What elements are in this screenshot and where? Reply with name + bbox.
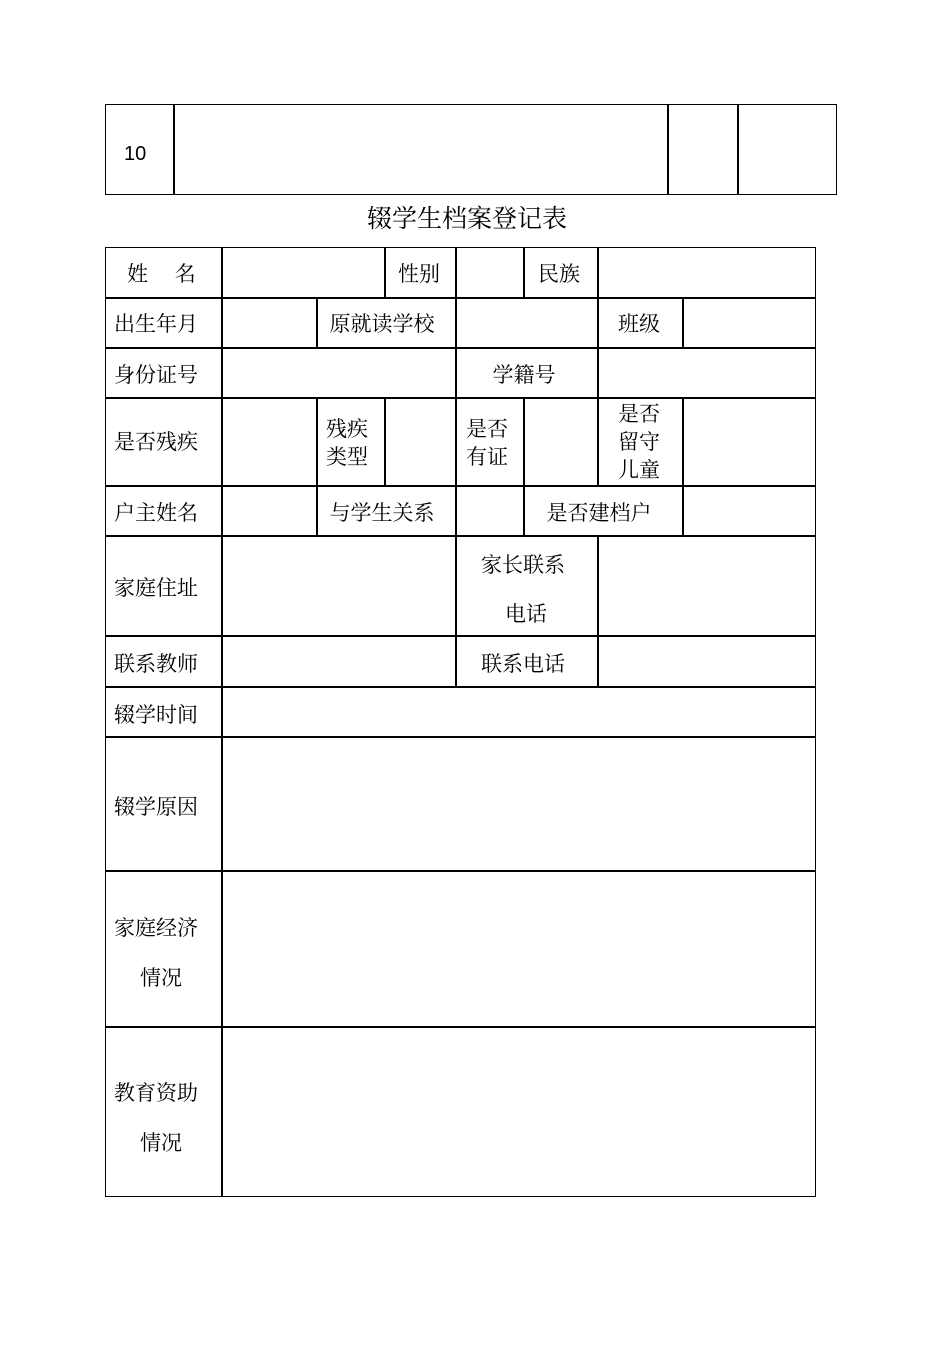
col-divider xyxy=(523,485,525,535)
row-divider xyxy=(105,736,816,738)
label-relation: 与学生关系 xyxy=(329,501,435,525)
col-divider xyxy=(316,485,318,535)
col-divider xyxy=(455,247,457,297)
label-parent-phone-line1: 家长联系 xyxy=(481,553,565,577)
label-ethnicity: 民族 xyxy=(538,262,580,286)
col-divider xyxy=(384,397,386,485)
top-table-divider xyxy=(737,104,739,195)
label-student-id: 学籍号 xyxy=(492,363,556,387)
row-divider xyxy=(105,635,816,637)
label-disability-type: 残疾类型 xyxy=(326,417,368,469)
label-dropout-time: 辍学时间 xyxy=(114,703,198,727)
top-table-divider xyxy=(173,104,175,195)
form-title: 辍学生档案登记表 xyxy=(366,204,568,233)
col-divider xyxy=(682,297,684,347)
label-class: 班级 xyxy=(618,312,660,336)
col-divider xyxy=(682,485,684,535)
row-divider xyxy=(105,485,816,487)
label-left-behind: 是否留守儿童 xyxy=(618,402,660,482)
label-householder: 户主姓名 xyxy=(114,501,198,525)
col-divider xyxy=(597,247,599,297)
label-has-certificate: 是否有证 xyxy=(466,417,508,469)
label-parent-phone-line2: 电话 xyxy=(505,602,547,626)
label-poverty-file: 是否建档户 xyxy=(546,501,652,525)
label-aid-line2: 情况 xyxy=(140,1131,182,1155)
label-gender: 性别 xyxy=(398,262,440,286)
label-contact-teacher: 联系教师 xyxy=(114,652,198,676)
col-divider xyxy=(221,247,223,1197)
label-disabled: 是否残疾 xyxy=(114,430,198,454)
label-economy-line2: 情况 xyxy=(140,966,182,990)
label-aid-line1: 教育资助 xyxy=(114,1081,198,1105)
row-divider xyxy=(105,686,816,688)
label-contact-phone: 联系电话 xyxy=(481,652,565,676)
col-divider xyxy=(316,297,318,347)
label-name: 姓 名 xyxy=(127,262,196,286)
col-divider xyxy=(597,397,599,485)
row-divider xyxy=(105,1026,816,1028)
label-dropout-reason: 辍学原因 xyxy=(114,795,198,819)
top-table-divider xyxy=(667,104,669,195)
row-divider xyxy=(105,397,816,399)
col-divider xyxy=(455,297,457,347)
label-economy-line1: 家庭经济 xyxy=(114,916,198,940)
row-divider xyxy=(105,535,816,537)
col-divider xyxy=(597,297,599,347)
col-divider xyxy=(455,397,457,485)
label-birth: 出生年月 xyxy=(114,312,198,336)
label-id-number: 身份证号 xyxy=(114,363,198,387)
col-divider xyxy=(523,397,525,485)
col-divider xyxy=(455,347,457,397)
previous-page-table-fragment xyxy=(105,104,837,195)
col-divider xyxy=(455,485,457,535)
row-number: 10 xyxy=(124,143,147,165)
col-divider xyxy=(597,347,599,397)
row-divider xyxy=(105,870,816,872)
label-original-school: 原就读学校 xyxy=(329,312,435,336)
col-divider xyxy=(597,535,599,686)
col-divider xyxy=(682,397,684,485)
registration-form-table xyxy=(105,247,816,1197)
col-divider xyxy=(455,535,457,686)
row-divider xyxy=(105,347,816,349)
col-divider xyxy=(384,247,386,297)
col-divider xyxy=(523,247,525,297)
label-address: 家庭住址 xyxy=(114,576,198,600)
row-divider xyxy=(105,297,816,299)
col-divider xyxy=(316,397,318,485)
